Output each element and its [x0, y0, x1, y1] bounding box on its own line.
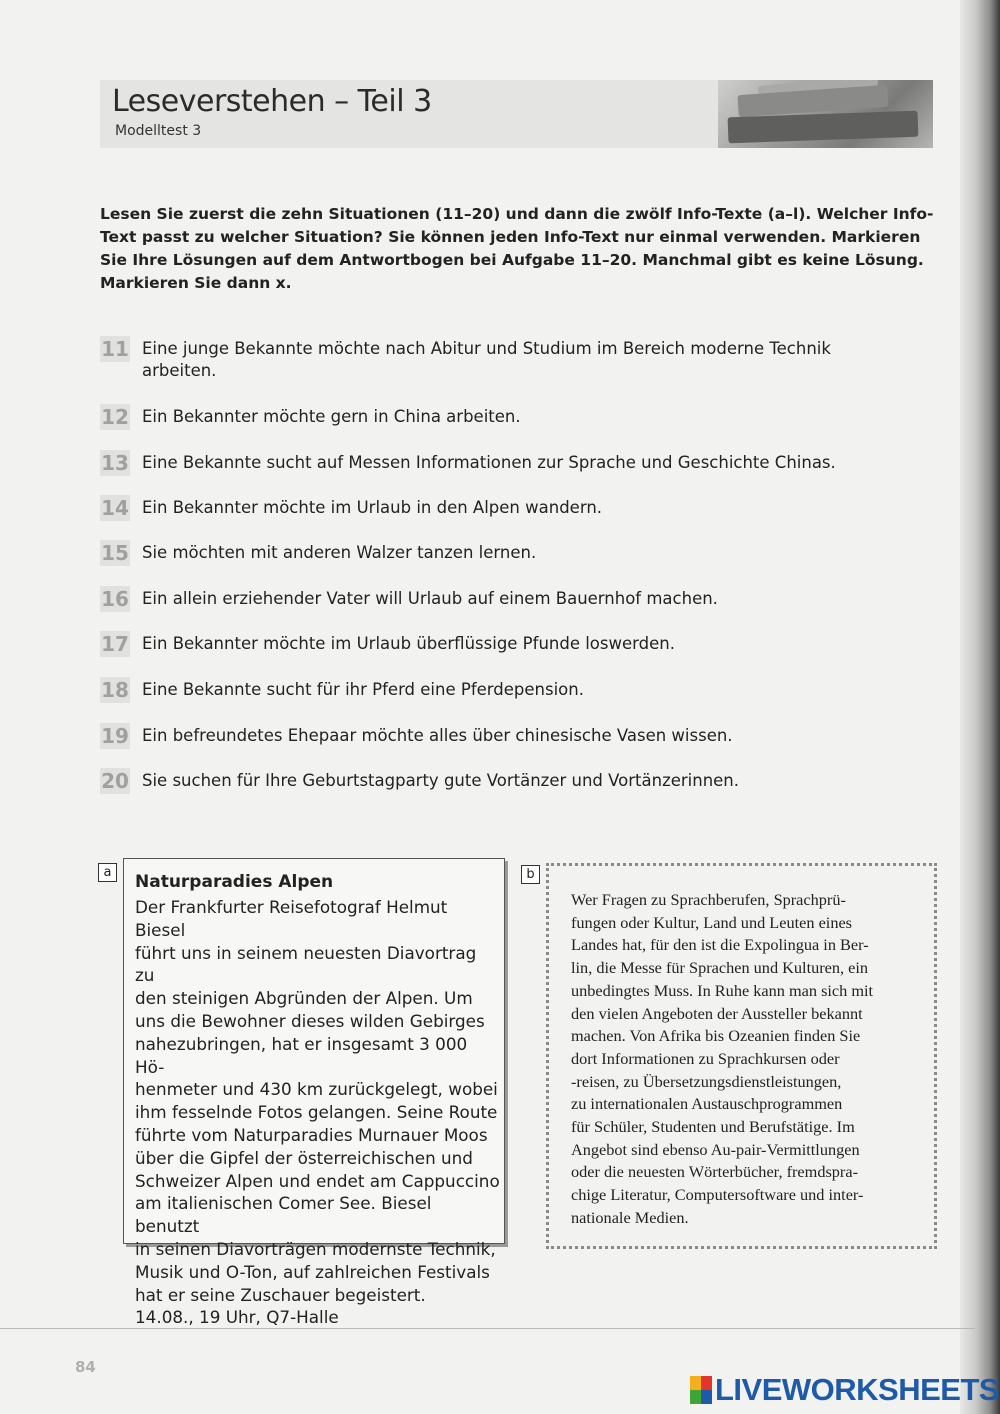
situation-text: Ein Bekannter möchte im Urlaub in den Alpen wandern.: [142, 498, 603, 517]
situation-number: 14: [101, 496, 129, 520]
situation-number: 19: [101, 724, 129, 748]
situation-text: Ein allein erziehender Vater will Urlaub auf einem Bauernhof machen.: [142, 589, 718, 608]
brand-text: LIVEWORKSHEETS: [715, 1372, 1000, 1407]
situation-number: 15: [101, 541, 129, 565]
page-edge-shadow: [960, 0, 1000, 1414]
instructions: Lesen Sie zuerst die zehn Situationen (11–20) und dann die zwölf Info-Texte (a–l). Welcher Info-Text passt zu welcher Situation? Sie können jeden Info-Text nur einmal verwenden. Markieren Sie Ihre Lösungen auf dem Antwortbogen bei Aufgabe 11–20. Manchmal gibt es keine Lösung. Markieren Sie dann x.: [100, 205, 934, 292]
page-title: Leseverstehen – Teil 3: [112, 84, 432, 119]
situation-text: Ein Bekannter möchte im Urlaub überflüssige Pfunde loswerden.: [142, 634, 675, 653]
situation-number: 17: [101, 632, 129, 656]
situation-text: Ein Bekannter möchte gern in China arbeiten.: [142, 407, 521, 426]
liveworksheets-brand[interactable]: [690, 1372, 999, 1408]
situation-number: 12: [101, 405, 129, 429]
situation-number: 16: [101, 587, 129, 611]
page-number: 84: [75, 1358, 96, 1376]
situation-number: 18: [101, 678, 129, 702]
situation-text: Eine Bekannte sucht für ihr Pferd eine Pferdepension.: [142, 680, 584, 699]
situation-text: Sie möchten mit anderen Walzer tanzen lernen.: [142, 543, 537, 562]
situation-text: Sie suchen für Ihre Geburtstagparty gute Vortänzer und Vortänzerinnen.: [142, 771, 740, 790]
info-text-b-body: Wer Fragen zu Sprachberufen, Sprachprü- fungen oder Kultur, Land und Leuten eines Landes hat, für den ist die Expolingua in Ber- lin, die Messe für Sprachen und Kulturen, ein unbedingtes Muss. In Ruhe kann man sich mit den vielen Angeboten der Aussteller bekannt machen. Von Afrika bis Ozeanien finden Sie dort Informationen zu Sprachkursen oder -reisen, zu Übersetzungsdienstleistungen, zu internationalen Austauschprogrammen für Schüler, Studenten und Berufstätige. Im Angebot sind ebenso Au-pair-Vermittlungen oder die neuesten Wörterbücher, fremdspra- chige Literatur, Computersoftware und inter- nationale Medien.: [571, 890, 874, 1227]
situation-text: Ein befreundetes Ehepaar möchte alles über chinesische Vasen wissen.: [142, 726, 733, 745]
situation-text: Eine Bekannte sucht auf Messen Informationen zur Sprache und Geschichte Chinas.: [142, 453, 836, 472]
info-text-a: [123, 858, 505, 1328]
info-text-a-title: Naturparadies Alpen: [135, 872, 334, 892]
text-b-letter: b: [521, 865, 540, 884]
info-text-a-body: Der Frankfurter Reisefotograf Helmut Biesel führt uns in seinem neuesten Diavortrag zu den steinigen Abgründen der Alpen. Um uns die Bewohner dieses wilden Gebirges nahezubringen, hat er insgesamt 3 000 Hö- henmeter und 430 km zurückgelegt, wobei ihm fesselnde Fotos gelangen. Seine Route führte vom Naturparadies Murnauer Moos über die Gipfel der österreichischen und Schweizer Alpen und endet am Cappuccino am italienischen Comer See. Biesel benutzt in seinen Diavorträgen modernste Technik, Musik und O-Ton, auf zahlreichen Festivals hat er seine Zuschauer begeistert. 14.08., 19 Uhr, Q7-Halle: [135, 897, 500, 1328]
situation-number: 20: [101, 769, 129, 793]
situation-number: 11: [101, 337, 129, 361]
situation-number: 13: [101, 451, 129, 475]
page-subtitle: Modelltest 3: [115, 123, 202, 139]
books-photo-icon: [718, 80, 933, 148]
liveworksheets-logo-icon: [690, 1376, 712, 1404]
situation-text: Eine junge Bekannte möchte nach Abitur und Studium im Bereich moderne Technik arbeiten.: [142, 339, 831, 380]
text-a-letter: a: [98, 863, 117, 882]
info-text-b: [546, 863, 937, 1249]
